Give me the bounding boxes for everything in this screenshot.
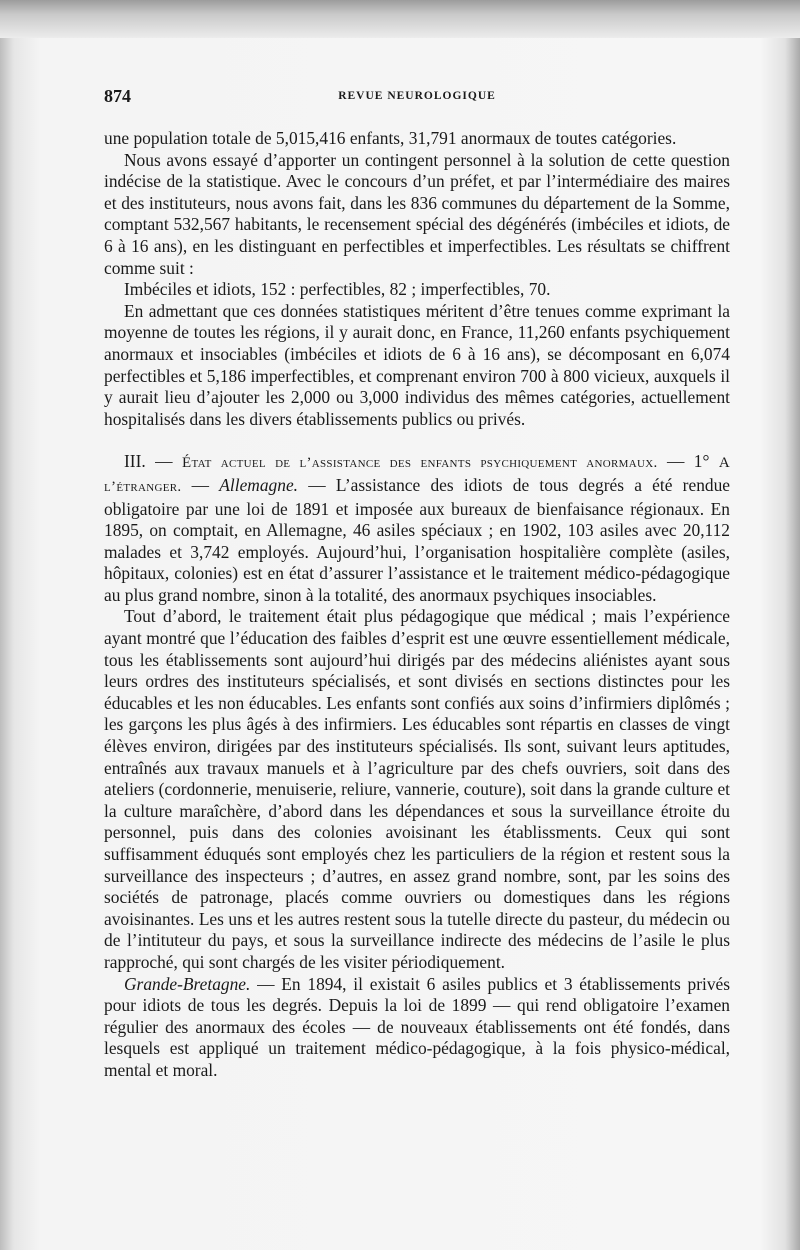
great-britain-text: — En 1894, il existait 6 asiles publics et 3 établissements privés pour idiots de tous les degrés. Depuis la loi de 1899 — qui rend obligatoire l’examen régulier des anormaux des écoles — de nouveaux établissements ont été fondés, dans lesquels est appliqué un traitement médico-pédagogique, à la fois physico-médical, mental et moral. <box>104 973 730 1080</box>
paragraph-somme-census: Nous avons essayé d’apporter un contingent personnel à la solution de cette question indécise de la statistique. Avec le concours d’un préfet, et par l’intermédiaire des maires et des instituteurs, nous avons fait, dans les 836 communes du département de la Somme, comptant 532,567 habitants, le recensement spécial des dégénérés (imbéciles et idiots, de 6 à 16 ans), en les distinguant en perfectibles et imperfectibles. Les résultats se chiffrent comme suit : <box>104 149 730 278</box>
subsection-heading: A l’étranger. <box>104 455 730 495</box>
country-separator: — <box>181 474 220 495</box>
paragraph-continuation: une population totale de 5,015,416 enfants, 31,791 anormaux de toutes catégories. <box>104 128 677 148</box>
paragraph-treatment: Tout d’abord, le traitement était plus pédagogique que médical ; mais l’expérience ayant montré que l’éducation des faibles d’esprit est une œuvre essentiellement médicale, tous les établissements sont aujourd’hui dirigés par des médecins aliénistes ayant sous leurs ordres des instituteurs spécialisés, et sont divisés en sections distinctes pour les éducables et les non éducables. Les enfants sont confiés aux soins d’infirmiers diplômés ; les garçons les plus âgés à des infirmiers. Les éducables sont répartis en classes de vingt élèves environ, dirigées par des instituteurs spécialisés. Ils sont, suivant leurs aptitudes, entraînés aux travaux manuels et à l’agriculture par des chefs ouvriers, soit dans des ateliers (cordonnerie, menuiserie, reliure, vannerie, couture), soit dans la grande culture et la culture maraîchère, d’abord dans les dépendances et sous la surveillance étroite du personnel, puis dans des colonies avoisinant les établissments. Ceux qui sont suffisamment éduqués sont employés chez les particuliers de la région et restent sous la surveillance des inspecteurs ; d’autres, en assez grand nombre, sont, par les soins des sociétés de patronage, placés comme ouvriers ou domestiques dans les régions avoisinantes. Les uns et les autres restent sous la tutelle directe du pasteur, du médecin ou de l’intituteur du pays, et sous la surveillance indirecte des médecins de l’asile le plus rapproché, qui sont chargés de les visiter périodiquement. <box>104 606 730 972</box>
page-number: 874 <box>104 86 131 106</box>
journal-page <box>104 86 730 1082</box>
subsection-number: — 1° <box>666 451 719 472</box>
section-heading: État actuel de l’assistance des enfants psychiquement anormaux. <box>181 455 658 472</box>
scan-top-shadow <box>0 0 800 38</box>
germany-text: — L’assistance des idiots de tous degrés a été rendue obligatoire par une loi de 1891 et imposée aux bureaux de bienfaisance régionaux. En 1895, on comptait, en Allemagne, 46 asiles spéciaux ; en 1902, 103 asiles avec 20,112 malades et 3,742 employés. Aujourd’hui, l’organisation hospitalière complète (asiles, hôpitaux, colonies) est en état d’assurer l’assistance et le traitement médico-pédagogique au plus grand nombre, sinon à la totalité, des anormaux psychiques insociables. <box>104 474 730 605</box>
paragraph-results: Imbéciles et idiots, 152 : perfectibles, 82 ; imperfectibles, 70. <box>124 279 551 300</box>
paragraph-great-britain <box>104 974 730 1082</box>
section-number: III. — <box>124 451 173 472</box>
country-great-britain: Grande-Bretagne. <box>124 973 251 994</box>
running-head <box>104 86 730 108</box>
section-iii <box>104 451 730 606</box>
paragraph-france-estimate: En admettant que ces données statistiques méritent d’être tenues comme exprimant la moyenne de toutes les régions, il y aurait donc, en France, 11,260 enfants psychiquement anormaux et insociables (imbéciles et idiots de 6 à 16 ans), se décomposant en 6,074 perfectibles et 5,186 imperfectibles, et comprenant environ 700 à 800 vicieux, auxquels il y aurait lieu d’ajouter les 2,000 ou 3,000 individus des mêmes catégories, actuellement hospitalisés dans les divers établissements publics ou privés. <box>104 300 730 429</box>
country-germany: Allemagne. <box>219 474 299 495</box>
journal-title: REVUE NEUROLOGIQUE <box>338 90 496 102</box>
